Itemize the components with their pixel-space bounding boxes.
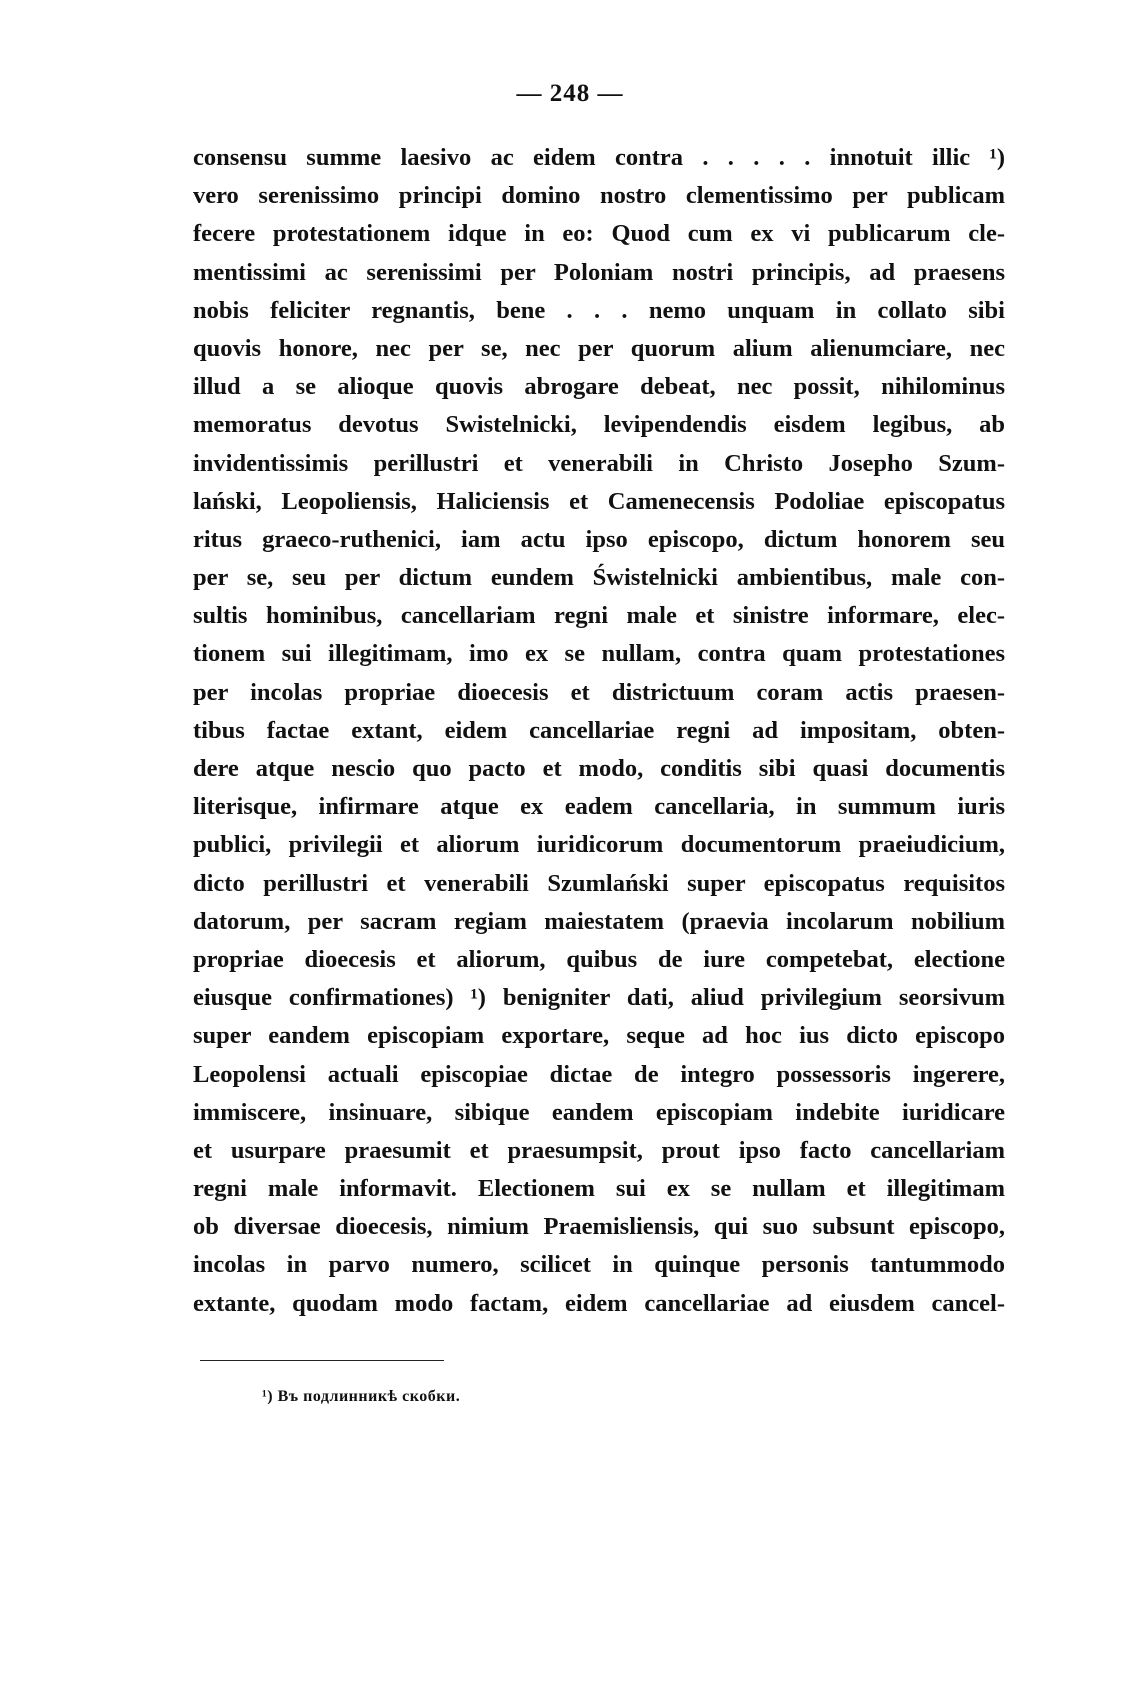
- text-line: tibus factae extant, eidem cancellariae regni ad impositam, obten-: [193, 716, 1005, 744]
- text-line: fecere protestationem idque in eo: Quod cum ex vi publicarum cle-: [193, 220, 1005, 248]
- text-line: memoratus devotus Swistelnicki, levipendendis eisdem legibus, ab: [193, 411, 1005, 439]
- text-line: nobis feliciter regnantis, bene . . . nemo unquam in collato sibi: [193, 296, 1005, 324]
- text-line: mentissimi ac serenissimi per Poloniam nostri principis, ad praesens: [193, 258, 1005, 286]
- body-text: [193, 139, 1005, 1323]
- text-line: Leopolensi actuali episcopiae dictae de integro possessoris ingerere,: [193, 1060, 1005, 1088]
- text-line: incolas in parvo numero, scilicet in quinque personis tantummodo: [193, 1251, 1005, 1279]
- text-line: sultis hominibus, cancellariam regni male et sinistre informare, elec-: [193, 602, 1005, 630]
- text-line: ob diversae dioecesis, nimium Praemisliensis, qui suo subsunt episcopo,: [193, 1213, 1005, 1241]
- text-line: dicto perillustri et venerabili Szumlański super episcopatus requisitos: [193, 869, 1005, 897]
- footnote: ¹) Въ подлинникѣ скобки.: [262, 1388, 461, 1405]
- text-line: quovis honore, nec per se, nec per quorum alium alienumciare, nec: [193, 334, 1005, 362]
- page-number: — 248 —: [516, 80, 624, 107]
- text-line: extante, quodam modo factam, eidem cancellariae ad eiusdem cancel-: [193, 1289, 1005, 1317]
- text-line: per incolas propriae dioecesis et districtuum coram actis praesen-: [193, 678, 1005, 706]
- text-line: vero serenissimo principi domino nostro clementissimo per publicam: [193, 182, 1005, 210]
- text-line: invidentissimis perillustri et venerabili in Christo Josepho Szum-: [193, 449, 1005, 477]
- text-line: immiscere, insinuare, sibique eandem episcopiam indebite iuridicare: [193, 1098, 1005, 1126]
- text-line: tionem sui illegitimam, imo ex se nullam, contra quam protestationes: [193, 640, 1005, 668]
- text-line: super eandem episcopiam exportare, seque ad hoc ius dicto episcopo: [193, 1022, 1005, 1050]
- text-line: illud a se alioque quovis abrogare debeat, nec possit, nihilominus: [193, 373, 1005, 401]
- text-line: ritus graeco-ruthenici, iam actu ipso episcopo, dictum honorem seu: [193, 525, 1005, 553]
- text-line: consensu summe laesivo ac eidem contra . . . . . innotuit illic ¹): [193, 144, 1005, 171]
- text-line: per se, seu per dictum eundem Świstelnicki ambientibus, male con-: [193, 564, 1005, 592]
- text-line: dere atque nescio quo pacto et modo, conditis sibi quasi documentis: [193, 755, 1005, 782]
- text-line: propriae dioecesis et aliorum, quibus de iure competebat, electione: [193, 945, 1005, 973]
- footnote-divider: [200, 1360, 444, 1361]
- text-line: lański, Leopoliensis, Haliciensis et Camenecensis Podoliae episcopatus: [193, 487, 1005, 515]
- text-line: literisque, infirmare atque ex eadem cancellaria, in summum iuris: [193, 793, 1005, 821]
- text-line: regni male informavit. Electionem sui ex se nullam et illegitimam: [193, 1175, 1005, 1203]
- text-line: publici, privilegii et aliorum iuridicorum documentorum praeiudicium,: [193, 831, 1005, 859]
- text-line: eiusque confirmationes) ¹) benigniter dati, aliud privilegium seorsivum: [193, 984, 1005, 1012]
- text-line: et usurpare praesumit et praesumpsit, prout ipso facto cancellariam: [193, 1136, 1005, 1164]
- text-line: datorum, per sacram regiam maiestatem (praevia incolarum nobilium: [193, 907, 1005, 935]
